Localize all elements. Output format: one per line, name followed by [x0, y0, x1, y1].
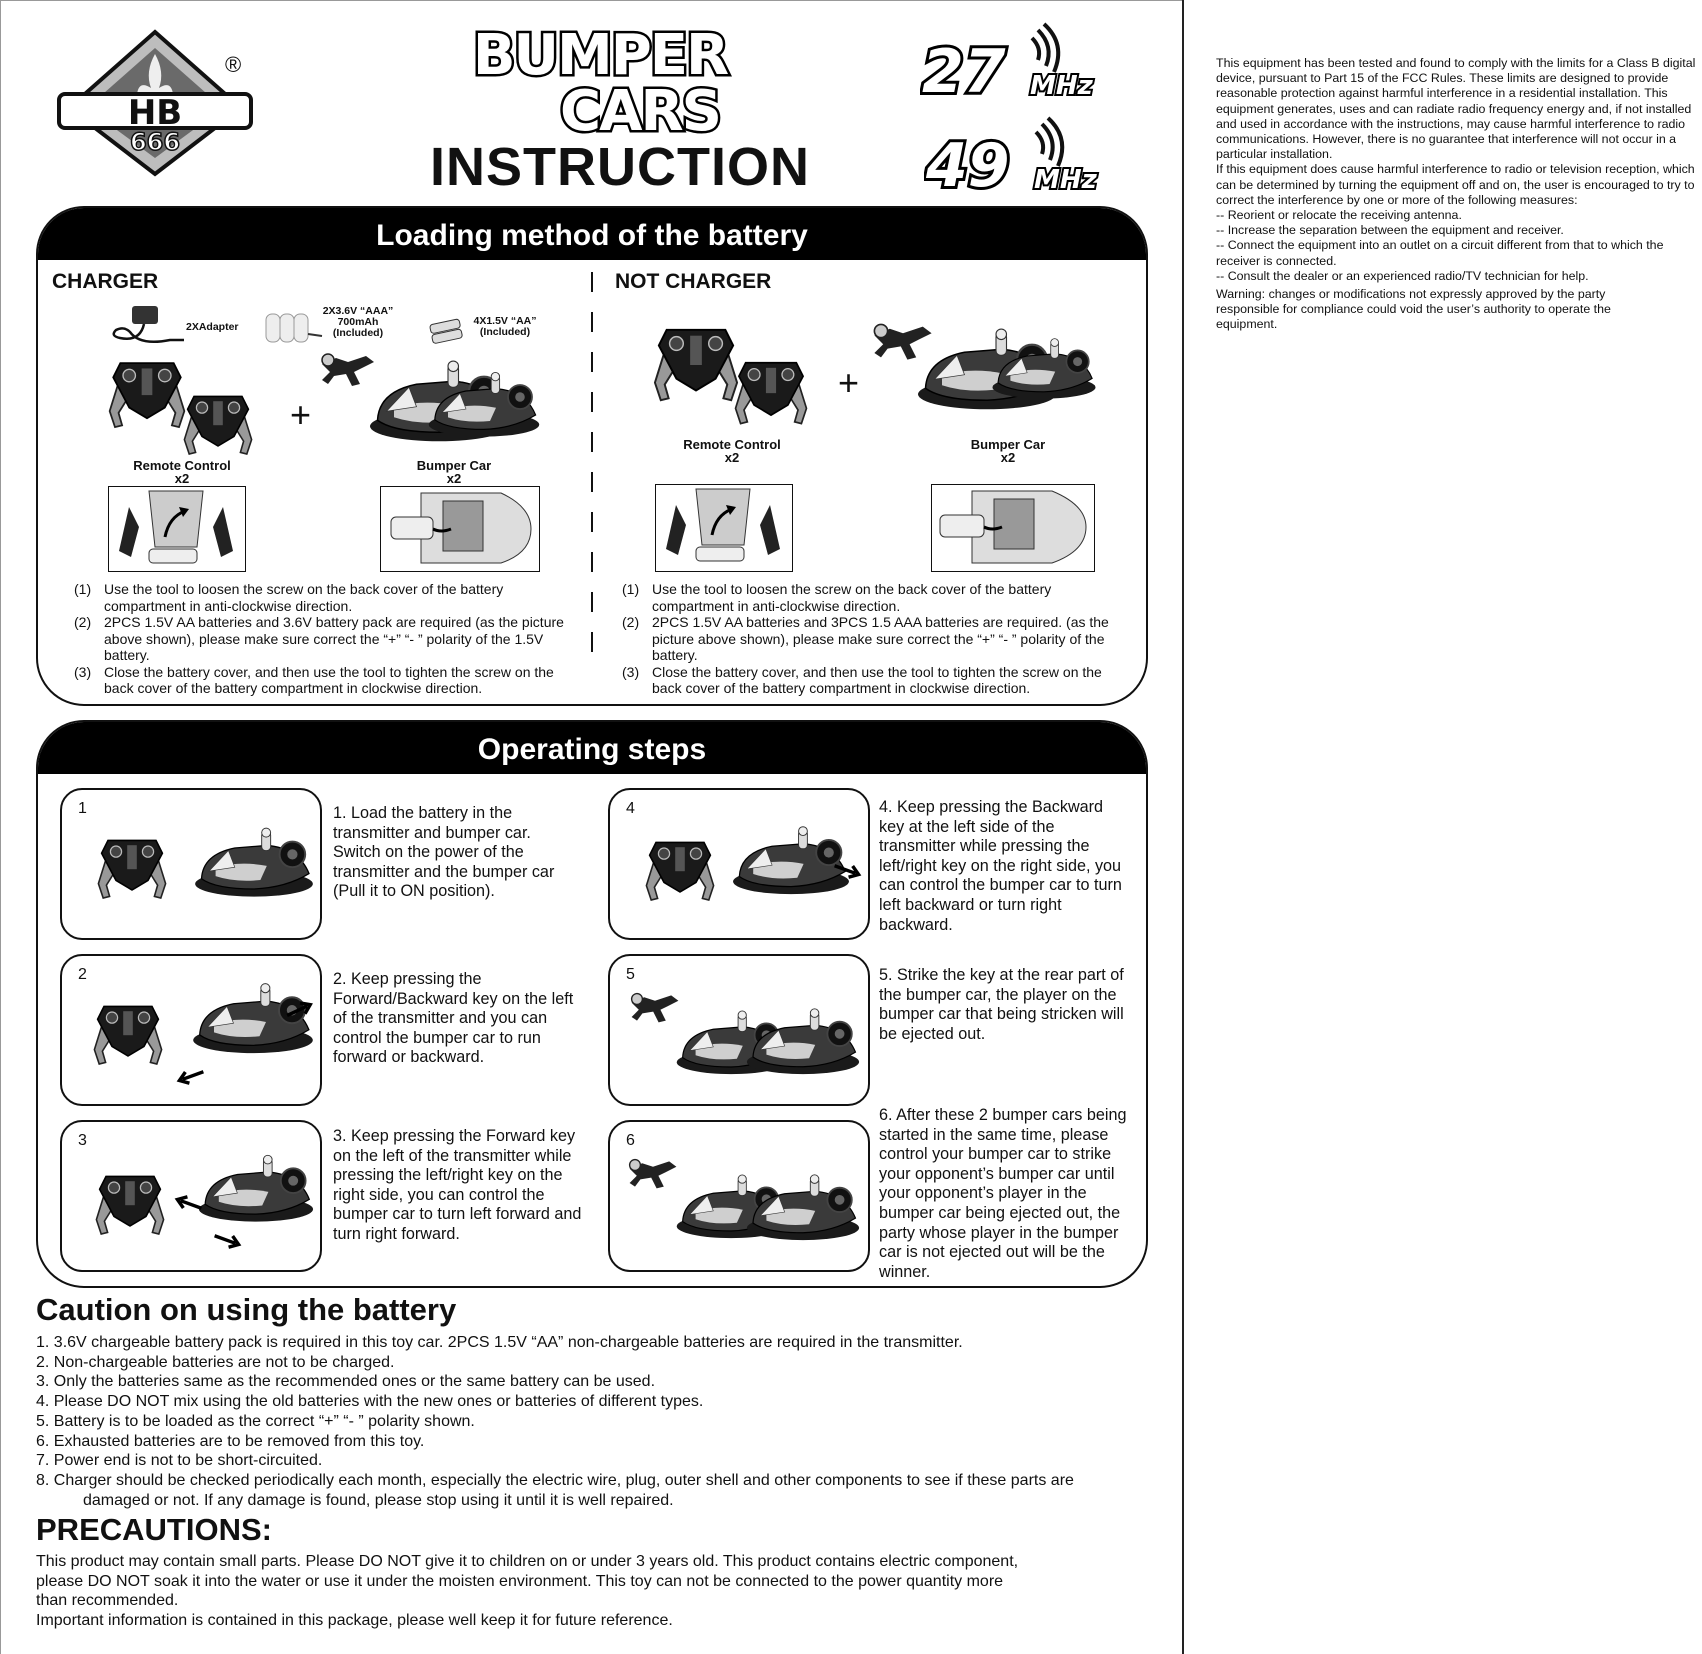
- battery-pack-label: [312, 306, 404, 339]
- remote-battery-compartment-photo: [655, 484, 793, 572]
- logo-text: HB: [127, 93, 183, 133]
- step-number: (2): [622, 614, 640, 630]
- car-label-line-1: Bumper Car: [970, 437, 1046, 452]
- step-text: Close the battery cover, and then use the tool to tighten the screw on the back cover of the battery compartment in clockwise direction.: [104, 663, 554, 696]
- step-text: 2PCS 1.5V AA batteries and 3PCS 1.5 AAA batteries are required. (as the picture above shown), please make sure correct the “+” “- ” polarity of the battery.: [652, 614, 1109, 663]
- plus-sign: +: [838, 362, 860, 403]
- list-item-continuation: [36, 1491, 1166, 1511]
- caution-list: [36, 1333, 1166, 1510]
- step-number: (3): [74, 663, 92, 680]
- remote-control-image: [88, 1000, 168, 1072]
- bumper-car-label: [404, 459, 504, 485]
- car-battery-compartment-photo: [380, 486, 540, 572]
- list-item: [38, 581, 578, 614]
- step-number: 6: [626, 1132, 635, 1149]
- step-number: 3: [78, 1132, 87, 1149]
- step-number: 5: [626, 966, 635, 983]
- caution-title: Caution on using the battery: [36, 1292, 457, 1327]
- freq1-number: 27: [922, 37, 1006, 102]
- list-item: 8. Charger should be checked periodically each month, especially the electric wire, plug, outer shell and other components to see if these parts are: [36, 1471, 1074, 1489]
- precautions-line-4: Important information is contained in this package, please well keep it for future reference.: [36, 1612, 673, 1630]
- adapter-label: 2XAdapter: [186, 321, 239, 333]
- step-3-image-box: [60, 1120, 322, 1272]
- art-line-bumper: BUMPER: [472, 23, 728, 88]
- logo-number: 666: [129, 128, 181, 156]
- fcc-paragraph-1: This equipment has been tested and found to comply with the limits for a Class B digital device, pursuant to Part 15 of the FCC Rules. These limits are designed to provide reasonable protection against harmful interference in a residential installation. This equipment generates, uses and can radiate radio frequency energy and, if not installed and used in accordance with the instructions, may cause harmful interference to radio communications. However, there is no guarantee that interference will not occur in a particular installation.: [1216, 56, 1696, 162]
- list-item: [586, 581, 1134, 614]
- list-item: 4. Please DO NOT mix using the old batteries with the new ones or batteries of different types.: [36, 1393, 704, 1411]
- remote-control-label: [122, 459, 242, 485]
- backward-arrow-icon: [170, 1063, 208, 1092]
- operating-section-heading: Operating steps: [38, 722, 1146, 774]
- fcc-warning: Warning: changes or modifications not expressly approved by the party responsible for compliance could void the user’s authority to operate the equipment.: [1216, 287, 1611, 332]
- step-number: 2: [78, 966, 87, 983]
- step-2-image-box: [60, 954, 322, 1106]
- aa-battery-label: [464, 316, 546, 338]
- remote-control-image: [92, 834, 172, 906]
- remote-label-line-1: Remote Control: [133, 458, 231, 473]
- plus-sign: +: [290, 394, 312, 435]
- charger-steps: [38, 581, 578, 697]
- freq-badge-27: [920, 22, 1120, 102]
- bumper-car-image: [190, 820, 318, 908]
- freq2-unit: MHz: [1034, 165, 1097, 195]
- step-1-text: 1. Load the battery in the transmitter and bumper car. Switch on the power of the transmitter and the bumper car (Pull it to ON position).: [333, 804, 555, 901]
- adapter-icon: [110, 302, 190, 350]
- step-text: 2PCS 1.5V AA batteries and 3.6V battery pack are required (as the picture above shown), please make sure correct the “+” “- ” polarity of the 1.5V battery.: [104, 614, 564, 663]
- list-item: [586, 614, 1134, 664]
- freq-badge-49: [924, 116, 1124, 196]
- step-number: (3): [622, 663, 640, 680]
- not-charger-steps: [586, 581, 1134, 697]
- bumper-car-image: [194, 1146, 318, 1234]
- bumper-car-image: [988, 330, 1100, 410]
- hb-logo: [55, 28, 255, 178]
- remote-label-line-2: x2: [174, 471, 190, 486]
- step-6-image-box: [608, 1120, 870, 1272]
- page-divider: [1182, 0, 1184, 1654]
- remote-control-image: [728, 356, 814, 432]
- list-item: 7. Power end is not to be short-circuited.: [36, 1452, 323, 1470]
- aa-label-line-2: (Included): [479, 326, 531, 338]
- list-item: [38, 664, 578, 697]
- list-item: 3. Only the batteries same as the recommended ones or the same battery can be used.: [36, 1373, 656, 1391]
- bumper-car-label: [958, 438, 1058, 464]
- precautions-line-2: please DO NOT soak it into the water or use it under the moisten environment. This toy can not be connected to the power quantity more: [36, 1572, 1004, 1590]
- caution-item-8-continuation: damaged or not. If any damage is found, please stop using it until it is well repaired.: [83, 1491, 674, 1509]
- charger-title: CHARGER: [52, 270, 159, 293]
- fcc-statement: [1216, 56, 1696, 333]
- step-5-image-box: [608, 954, 870, 1106]
- step-2-text: 2. Keep pressing the Forward/Backward key on the left of the transmitter and you can control the bumper car to run forward or backward.: [333, 970, 574, 1067]
- precautions-line-1: This product may contain small parts. Please DO NOT give it to children on or under 3 years old. This product contains electric component,: [36, 1553, 1019, 1570]
- remote-battery-compartment-photo: [108, 486, 246, 572]
- remote-control-image: [90, 1170, 170, 1242]
- car-label-line-1: Bumper Car: [416, 458, 492, 473]
- step-number: (1): [74, 581, 92, 597]
- car-battery-compartment-photo: [931, 484, 1095, 572]
- fcc-measure-3: -- Connect the equipment into an outlet on a circuit different from that to which the receiver is connected.: [1216, 238, 1664, 268]
- list-item: [38, 614, 578, 664]
- pack-label-line-2: 700mAh: [337, 316, 379, 328]
- precautions-title: PRECAUTIONS:: [36, 1512, 272, 1547]
- remote-label-line-1: Remote Control: [683, 437, 781, 452]
- pack-label-line-3: (Included): [332, 327, 384, 339]
- bumper-car-image: [742, 1166, 864, 1252]
- fcc-measure-2: -- Increase the separation between the equipment and receiver.: [1216, 223, 1564, 238]
- page-title: INSTRUCTION: [430, 137, 810, 197]
- step-4-text: 4. Keep pressing the Backward key at the left side of the transmitter while pressing the left/right key on the right side, you can control the bumper car to turn left backward or turn right backward.: [879, 798, 1122, 934]
- list-item: 1. 3.6V chargeable battery pack is required in this toy car. 2PCS 1.5V “AA” non-chargeable batteries are required in the transmitter.: [36, 1334, 963, 1351]
- car-label-line-2: x2: [446, 471, 462, 486]
- step-1-image-box: [60, 788, 322, 940]
- step-number: (2): [74, 614, 92, 630]
- step-number: 4: [626, 800, 635, 817]
- step-number: 1: [78, 800, 87, 817]
- fcc-paragraph-2: If this equipment does cause harmful interference to radio or television reception, which can be determined by turning the equipment off and on, the user is encouraged to try to correct the interference by one or more of the following measures:: [1216, 162, 1695, 207]
- remote-control-image: [178, 390, 258, 462]
- precautions-line-3: than recommended.: [36, 1592, 179, 1610]
- list-item: 2. Non-chargeable batteries are not to be charged.: [36, 1353, 395, 1371]
- list-item: [586, 664, 1134, 697]
- step-text: Close the battery cover, and then use the tool to tighten the screw on the back cover of the battery compartment in clockwise direction.: [652, 663, 1102, 696]
- product-title-art: [410, 22, 790, 137]
- freq2-number: 49: [926, 131, 1010, 196]
- step-6-text: 6. After these 2 bumper cars being started in the same time, please control your bumper car to strike your opponent’s bumper car until your opponent’s player in the bumper car being ejected out, the party whose player in the bumper car is not ejected out will be the winner.: [879, 1106, 1127, 1281]
- remote-control-label: [672, 438, 792, 464]
- precautions-text: [36, 1552, 1166, 1631]
- car-label-line-2: x2: [1000, 450, 1016, 465]
- step-text: Use the tool to loosen the screw on the back cover of the battery compartment in anti-clockwise direction.: [652, 581, 1052, 614]
- remote-control-image: [640, 836, 720, 908]
- aa-battery-icon: [428, 318, 464, 346]
- registered-mark: ®: [225, 52, 242, 77]
- fcc-measure-4: -- Consult the dealer or an experienced radio/TV technician for help.: [1216, 268, 1589, 283]
- pack-label-line-1: 2X3.6V “AAA”: [322, 305, 394, 317]
- step-4-image-box: [608, 788, 870, 940]
- not-charger-title: NOT CHARGER: [615, 270, 772, 293]
- bumper-car-image: [424, 366, 544, 446]
- fcc-measure-1: -- Reorient or relocate the receiving antenna.: [1216, 208, 1462, 223]
- art-line-cars: CARS: [560, 79, 720, 137]
- list-item: 5. Battery is to be loaded as the correct “+” “- ” polarity shown.: [36, 1412, 475, 1430]
- step-number: (1): [622, 581, 640, 597]
- bumper-car-image: [742, 1000, 864, 1086]
- aa-label-line-1: 4X1.5V “AA”: [473, 315, 537, 327]
- remote-label-line-2: x2: [724, 450, 740, 465]
- step-3-text: 3. Keep pressing the Forward key on the left of the transmitter while pressing the left/right key on the right side, you can control the bumper car to turn left forward and turn right forward.: [333, 1127, 582, 1243]
- freq1-unit: MHz: [1030, 71, 1093, 101]
- step-5-text: 5. Strike the key at the rear part of the bumper car, the player on the bumper car that being stricken will be ejected out.: [879, 966, 1124, 1043]
- step-text: Use the tool to loosen the screw on the back cover of the battery compartment in anti-clockwise direction.: [104, 581, 504, 614]
- battery-section-heading: Loading method of the battery: [38, 208, 1146, 260]
- list-item: 6. Exhausted batteries are to be removed from this toy.: [36, 1432, 425, 1450]
